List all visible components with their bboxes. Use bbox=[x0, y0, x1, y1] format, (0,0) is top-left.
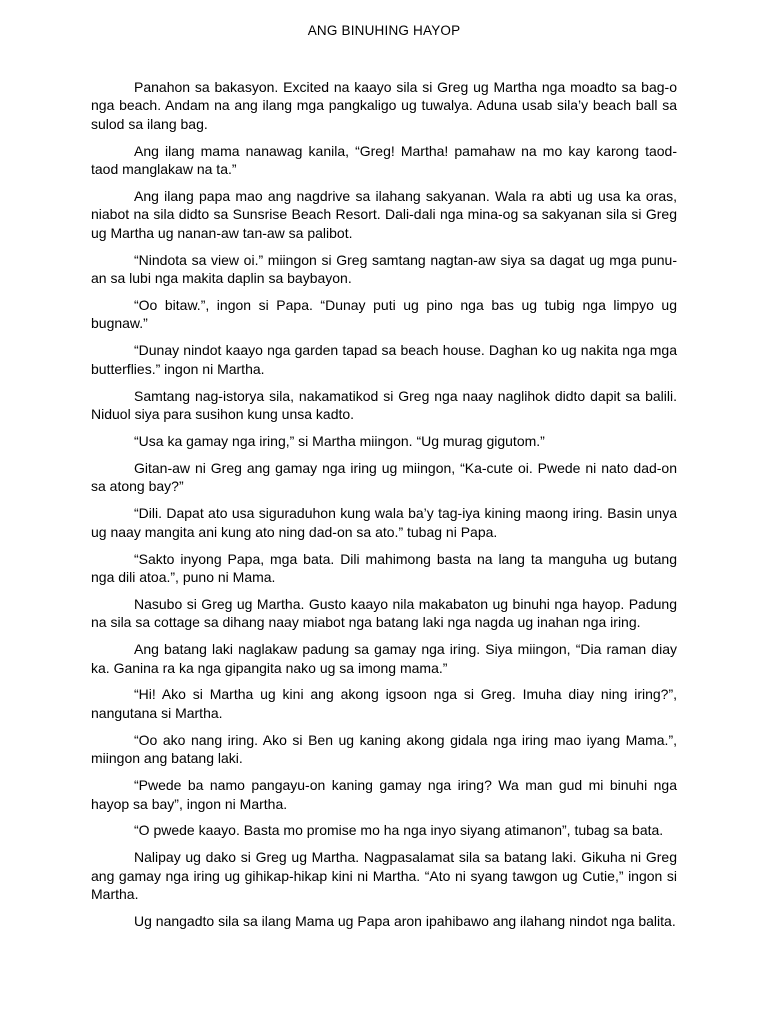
paragraph: “Usa ka gamay nga iring,” si Martha miingon. “Ug murag gigutom.” bbox=[134, 433, 545, 449]
paragraph: “Nindota sa view oi.” miingon si Greg samtang nagtan-aw siya sa dagat ug mga punu-an sa lubi nga makita daplin sa baybayon. bbox=[91, 251, 677, 287]
paragraph: “Hi! Ako si Martha ug kini ang akong igsoon nga si Greg. Imuha diay ning iring?”, nangutana si Martha. bbox=[91, 686, 677, 721]
paragraph: “Oo bitaw.”, ingon si Papa. “Dunay puti ug pino nga bas ug tubig nga limpyo ug bugnaw.” bbox=[91, 297, 677, 332]
paragraph: “Pwede ba namo pangayu-on kaning gamay nga iring? Wa man gud mi binuhi nga hayop sa bay”, ingon ni Martha. bbox=[91, 777, 677, 812]
paragraph: “Dunay nindot kaayo nga garden tapad sa beach house. Daghan ko ug nakita nga mga butterflies.” ingon ni Martha. bbox=[91, 342, 677, 377]
paragraph: “Oo ako nang iring. Ako si Ben ug kaning akong gidala nga iring mao iyang Mama.”, miingon ang batang laki. bbox=[91, 731, 677, 767]
paragraph: Ang batang laki naglakaw padung sa gamay nga iring. Siya miingon, “Dia raman diay ka. Ganina ra ka nga gipangita nako ug sa imong mama.” bbox=[91, 641, 677, 676]
story-body bbox=[91, 78, 677, 939]
paragraph: Ug nangadto sila sa ilang Mama ug Papa aron ipahibawo ang ilahang nindot nga balita. bbox=[134, 913, 676, 930]
paragraph: Gitan-aw ni Greg ang gamay nga iring ug miingon, “Ka-cute oi. Pwede ni nato dad-on sa atong bay?” bbox=[91, 459, 677, 495]
paragraph: Samtang nag-istorya sila, nakamatikod si Greg nga naay naglihok didto dapit sa balili. Niduol siya para susihon kung unsa kadto. bbox=[91, 387, 677, 423]
paragraph: “Dili. Dapat ato usa siguraduhon kung wala ba’y tag-iya kining maong iring. Basin unya ug naay mangita ani kung ato ning dad-on sa ato.” tubag ni Papa. bbox=[91, 505, 677, 540]
document-title: ANG BINUHING HAYOP bbox=[307, 23, 461, 38]
paragraph: “Sakto inyong Papa, mga bata. Dili mahimong basta na lang ta manguha ug butang nga dili atoa.”, puno ni Mama. bbox=[91, 550, 677, 585]
paragraph: Panahon sa bakasyon. Excited na kaayo sila si Greg ug Martha nga moadto sa bag-o nga beach. Andam na ang ilang mga pangkaligo ug tuwalya. Aduna usab sila’y beach ball sa sulod sa ilang bag. bbox=[91, 79, 677, 132]
paragraph: Nasubo si Greg ug Martha. Gusto kaayo nila makabaton ug binuhi nga hayop. Padung na sila sa cottage sa dihang naay miabot nga batang laki nga nagda ug inahan nga iring. bbox=[91, 595, 677, 631]
paragraph: Ang ilang mama nanawag kanila, “Greg! Martha! pamahaw na mo kay karong taod-taod manglakaw na ta.” bbox=[91, 142, 677, 178]
paragraph: Ang ilang papa mao ang nagdrive sa ilahang sakyanan. Wala ra abti ug usa ka oras, niabot na sila didto sa Sunsrise Beach Resort. Dali-dali nga mina-og sa sakyanan sila si Greg ug Martha ug nanan-aw tan-aw sa palibot. bbox=[91, 188, 677, 241]
paragraph: Nalipay ug dako si Greg ug Martha. Nagpasalamat sila sa batang laki. Gikuha ni Greg ang gamay nga iring ug gihikap-hikap kini ni Martha. “Ato ni syang tawgon ug Cutie,” ingon si Martha. bbox=[91, 849, 677, 903]
paragraph: “O pwede kaayo. Basta mo promise mo ha nga inyo siyang atimanon”, tubag sa bata. bbox=[134, 822, 664, 839]
